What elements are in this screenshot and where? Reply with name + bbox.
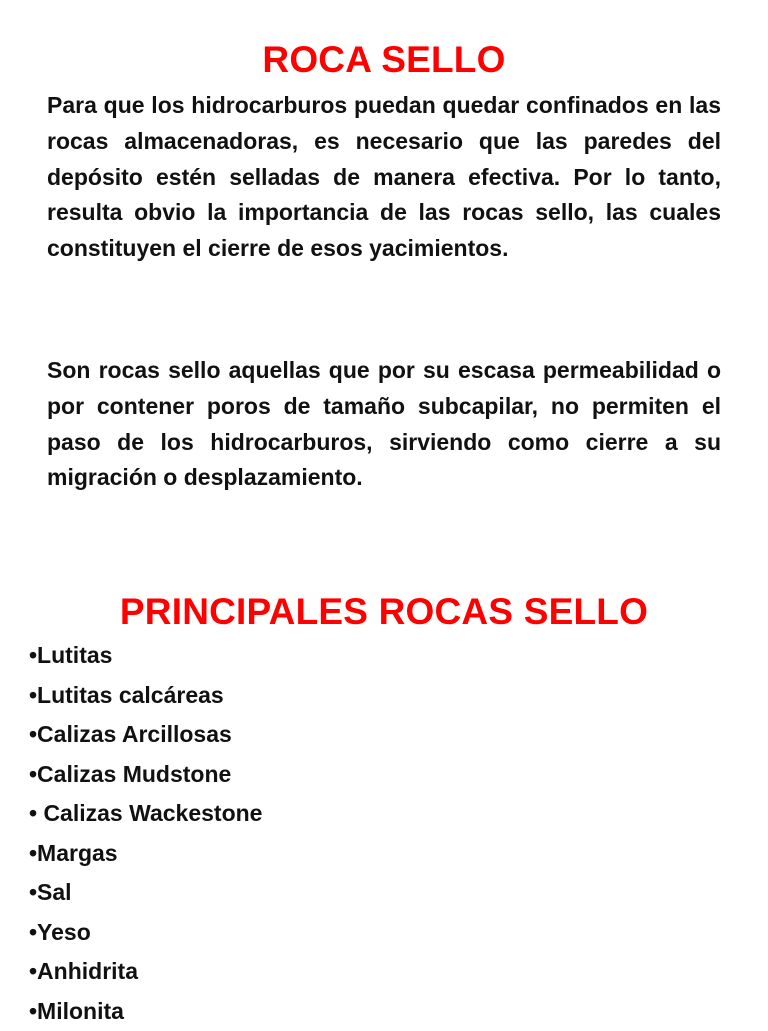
list-item: •Sal xyxy=(29,873,262,913)
page-title: ROCA SELLO xyxy=(0,41,768,78)
list-item: •Milonita xyxy=(29,992,262,1031)
list-item: •Calizas Arcillosas xyxy=(29,715,262,755)
list-item: •Lutitas xyxy=(29,636,262,676)
definition-paragraph: Son rocas sello aquellas que por su escasa permeabilidad o por contener poros de tamaño subcapilar, no permiten el paso de los hidrocarburos, sirviendo como cierre a su migración o desplazamiento. xyxy=(47,353,721,496)
list-item: •Lutitas calcáreas xyxy=(29,676,262,716)
intro-paragraph: Para que los hidrocarburos puedan quedar confinados en las rocas almacenadoras, es necesario que las paredes del depósito estén selladas de manera efectiva. Por lo tanto, resulta obvio la importancia de las rocas sello, las cuales constituyen el cierre de esos yacimientos. xyxy=(47,88,721,267)
list-item: •Margas xyxy=(29,834,262,874)
list-item: •Yeso xyxy=(29,913,262,953)
list-item: •Calizas Mudstone xyxy=(29,755,262,795)
rock-list xyxy=(29,636,262,1031)
list-item: •Anhidrita xyxy=(29,952,262,992)
list-item: • Calizas Wackestone xyxy=(29,794,262,834)
section-title: PRINCIPALES ROCAS SELLO xyxy=(0,593,768,630)
